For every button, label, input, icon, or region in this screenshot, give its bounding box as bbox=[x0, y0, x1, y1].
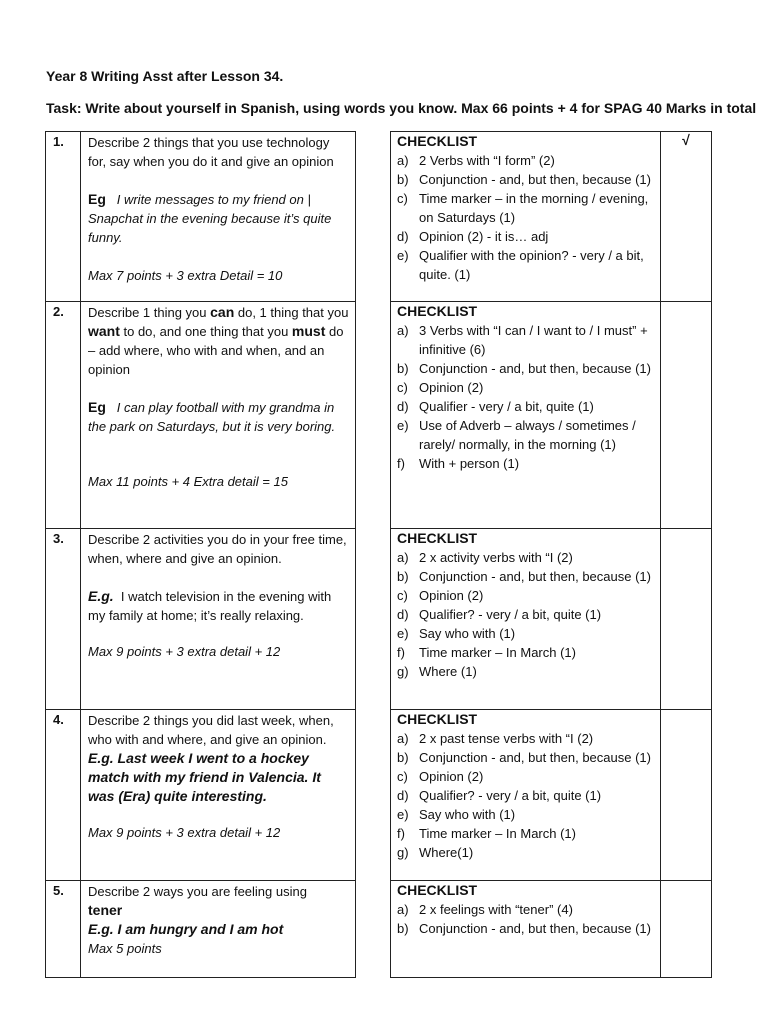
checklist-item-marker: a) bbox=[397, 153, 409, 168]
checklist-title: CHECKLIST bbox=[397, 303, 478, 319]
example-text: I watch television in the evening with my family at home; it’s really relaxing. bbox=[88, 589, 332, 623]
checklist-item-text: Say who with (1) bbox=[419, 626, 516, 641]
checklist-item bbox=[397, 416, 656, 454]
checklist-row-5 bbox=[391, 881, 712, 978]
checklist-table bbox=[390, 131, 712, 978]
checklist-title: CHECKLIST bbox=[397, 882, 478, 898]
checklist-item-marker: b) bbox=[397, 750, 409, 765]
checklist-item-marker: g) bbox=[397, 664, 409, 679]
checklist-row-1 bbox=[391, 132, 712, 302]
example-text: I can play football with my grandma in the park on Saturdays, but it is very boring. bbox=[88, 400, 336, 434]
checklist-item-marker: a) bbox=[397, 550, 409, 565]
checklist-item-text: 2 x feelings with “tener” (4) bbox=[419, 902, 573, 917]
checklist-item-text: Where(1) bbox=[419, 845, 474, 860]
example bbox=[88, 587, 349, 625]
checklist-item bbox=[397, 454, 656, 473]
task-keyword: tener bbox=[88, 902, 123, 918]
checklist-item bbox=[397, 767, 656, 786]
checklist-item-marker: d) bbox=[397, 399, 409, 414]
max-points: Max 7 points + 3 extra Detail = 10 bbox=[88, 268, 283, 283]
task-description: Describe 2 activities you do in your free time, when, where and give an opinion. bbox=[88, 532, 347, 566]
checklist-item bbox=[397, 805, 656, 824]
checklist-item bbox=[397, 643, 656, 662]
checklist-items bbox=[397, 321, 656, 473]
checklist-item-text: Conjunction - and, but then, because (1) bbox=[419, 172, 651, 187]
checklist-row-2 bbox=[391, 302, 712, 529]
checklist-item bbox=[397, 246, 656, 284]
task-number: 5. bbox=[46, 881, 81, 978]
checklist-row-3 bbox=[391, 529, 712, 710]
checklist-title: CHECKLIST bbox=[397, 711, 478, 727]
checklist-item-marker: e) bbox=[397, 626, 409, 641]
example-text: I write messages to my friend on | Snapchat in the evening because it’s quite funny. bbox=[88, 192, 332, 245]
example: E.g. I am hungry and I am hot bbox=[88, 921, 284, 937]
checklist-item-marker: g) bbox=[397, 845, 409, 860]
checklist-items bbox=[397, 548, 656, 681]
tick-cell[interactable] bbox=[661, 529, 712, 710]
checklist-items bbox=[397, 151, 656, 284]
checklist-item bbox=[397, 378, 656, 397]
max-points: Max 9 points + 3 extra detail + 12 bbox=[88, 644, 281, 659]
checklist-item-text: Conjunction - and, but then, because (1) bbox=[419, 361, 651, 376]
checklist-item bbox=[397, 397, 656, 416]
task-description: Describe 2 things you did last week, when, who with and where, and give an opinion. bbox=[88, 713, 334, 747]
task-number: 1. bbox=[46, 132, 81, 302]
checklist-item-text: Conjunction - and, but then, because (1) bbox=[419, 569, 651, 584]
example-label: Eg bbox=[88, 399, 106, 415]
task-row-4 bbox=[46, 710, 356, 881]
max-points: Max 5 points bbox=[88, 941, 162, 956]
checklist-item-marker: f) bbox=[397, 826, 405, 841]
checklist-item-marker: b) bbox=[397, 172, 409, 187]
task-row-2 bbox=[46, 302, 356, 529]
tick-cell[interactable] bbox=[661, 302, 712, 529]
checklist-item bbox=[397, 748, 656, 767]
checklist-item bbox=[397, 605, 656, 624]
checklist-item bbox=[397, 548, 656, 567]
checklist-item bbox=[397, 151, 656, 170]
checklist-item bbox=[397, 227, 656, 246]
checklist-item-text: 2 Verbs with “I form” (2) bbox=[419, 153, 555, 168]
checklist-item bbox=[397, 189, 656, 227]
checklist-item bbox=[397, 359, 656, 378]
checklist-item bbox=[397, 662, 656, 681]
checklist-item-text: Time marker – In March (1) bbox=[419, 826, 576, 841]
checklist-item-marker: a) bbox=[397, 731, 409, 746]
checklist-row-4 bbox=[391, 710, 712, 881]
checklist-item bbox=[397, 786, 656, 805]
checklist-item-text: Say who with (1) bbox=[419, 807, 516, 822]
checklist-item-text: Qualifier? - very / a bit, quite (1) bbox=[419, 607, 602, 622]
example-label: E.g. bbox=[88, 588, 114, 604]
checklist-item-marker: b) bbox=[397, 361, 409, 376]
checklist-item-marker: e) bbox=[397, 248, 409, 263]
checklist-item-marker: d) bbox=[397, 229, 409, 244]
checklist-item-text: Conjunction - and, but then, because (1) bbox=[419, 921, 651, 936]
task-description: Describe 1 thing you can do, 1 thing that you want to do, and one thing that you must do – add where, who with and when, and an opinion bbox=[88, 304, 349, 377]
task-number: 4. bbox=[46, 710, 81, 881]
checklist-item-text: Opinion (2) - it is… adj bbox=[419, 229, 549, 244]
checklist-item-marker: b) bbox=[397, 569, 409, 584]
tick-column-header: √ bbox=[661, 132, 712, 302]
checklist-item-marker: a) bbox=[397, 902, 409, 917]
checklist-item bbox=[397, 729, 656, 748]
checklist-item-marker: c) bbox=[397, 191, 408, 206]
checklist-item-text: 3 Verbs with “I can / I want to / I must” + infinitive (6) bbox=[419, 323, 648, 357]
example bbox=[88, 190, 349, 247]
checklist-item-text: 2 x past tense verbs with “I (2) bbox=[419, 731, 594, 746]
task-row-3 bbox=[46, 529, 356, 710]
checklist-title: CHECKLIST bbox=[397, 530, 478, 546]
checklist-item-marker: c) bbox=[397, 769, 408, 784]
checklist-item bbox=[397, 919, 656, 938]
checklist-item-marker: a) bbox=[397, 323, 409, 338]
checklist-item-text: Opinion (2) bbox=[419, 769, 484, 784]
task-row-5 bbox=[46, 881, 356, 978]
checklist-item-marker: d) bbox=[397, 788, 409, 803]
checklist-item bbox=[397, 824, 656, 843]
checklist-item-text: Conjunction - and, but then, because (1) bbox=[419, 750, 651, 765]
checklist-item-marker: e) bbox=[397, 807, 409, 822]
tasks-table bbox=[45, 131, 356, 978]
checklist-title: CHECKLIST bbox=[397, 133, 478, 149]
checklist-item bbox=[397, 170, 656, 189]
checklist-item-marker: d) bbox=[397, 607, 409, 622]
checklist-item-text: Qualifier with the opinion? - very / a bit, quite. (1) bbox=[419, 248, 644, 282]
checklist-item-text: Time marker – In March (1) bbox=[419, 645, 576, 660]
checklist-item-text: With + person (1) bbox=[419, 456, 520, 471]
checklist-items bbox=[397, 900, 656, 938]
checklist-item-marker: c) bbox=[397, 380, 408, 395]
task-statement: Task: Write about yourself in Spanish, using words you know. Max 66 points + 4 for SPAG 40 Marks in total bbox=[46, 100, 757, 116]
checklist-item-text: Where (1) bbox=[419, 664, 477, 679]
checklist-item-text: Qualifier? - very / a bit, quite (1) bbox=[419, 788, 602, 803]
checklist-item-marker: c) bbox=[397, 588, 408, 603]
checklist-item-text: Use of Adverb – always / sometimes / rarely/ normally, in the morning (1) bbox=[419, 418, 636, 452]
tick-cell[interactable] bbox=[661, 881, 712, 978]
example: E.g. Last week I went to a hockey match with my friend in Valencia. It was (Era) quite interesting. bbox=[88, 750, 321, 804]
task-description: Describe 2 ways you are feeling using bbox=[88, 884, 307, 899]
checklist-item-marker: b) bbox=[397, 921, 409, 936]
checklist-item bbox=[397, 900, 656, 919]
checklist-item-marker: f) bbox=[397, 456, 405, 471]
checklist-item bbox=[397, 321, 656, 359]
checklist-item-text: Qualifier - very / a bit, quite (1) bbox=[419, 399, 594, 414]
checklist-item-text: 2 x activity verbs with “I (2) bbox=[419, 550, 573, 565]
tick-cell[interactable] bbox=[661, 710, 712, 881]
checklist-item bbox=[397, 624, 656, 643]
checklist-item-marker: f) bbox=[397, 645, 405, 660]
checklist-item-text: Time marker – in the morning / evening, on Saturdays (1) bbox=[419, 191, 649, 225]
checklist-item-text: Opinion (2) bbox=[419, 588, 484, 603]
checklist-item-text: Opinion (2) bbox=[419, 380, 484, 395]
checklist-item bbox=[397, 567, 656, 586]
document-title: Year 8 Writing Asst after Lesson 34. bbox=[46, 68, 284, 84]
checklist-item bbox=[397, 843, 656, 862]
task-description: Describe 2 things that you use technology for, say when you do it and give an opinion bbox=[88, 135, 334, 169]
task-number: 2. bbox=[46, 302, 81, 529]
task-number: 3. bbox=[46, 529, 81, 710]
checklist-item bbox=[397, 586, 656, 605]
max-points: Max 11 points + 4 Extra detail = 15 bbox=[88, 474, 288, 489]
max-points: Max 9 points + 3 extra detail + 12 bbox=[88, 825, 281, 840]
checklist-items bbox=[397, 729, 656, 862]
checklist-item-marker: e) bbox=[397, 418, 409, 433]
example-label: Eg bbox=[88, 191, 106, 207]
example bbox=[88, 398, 349, 436]
task-row-1 bbox=[46, 132, 356, 302]
